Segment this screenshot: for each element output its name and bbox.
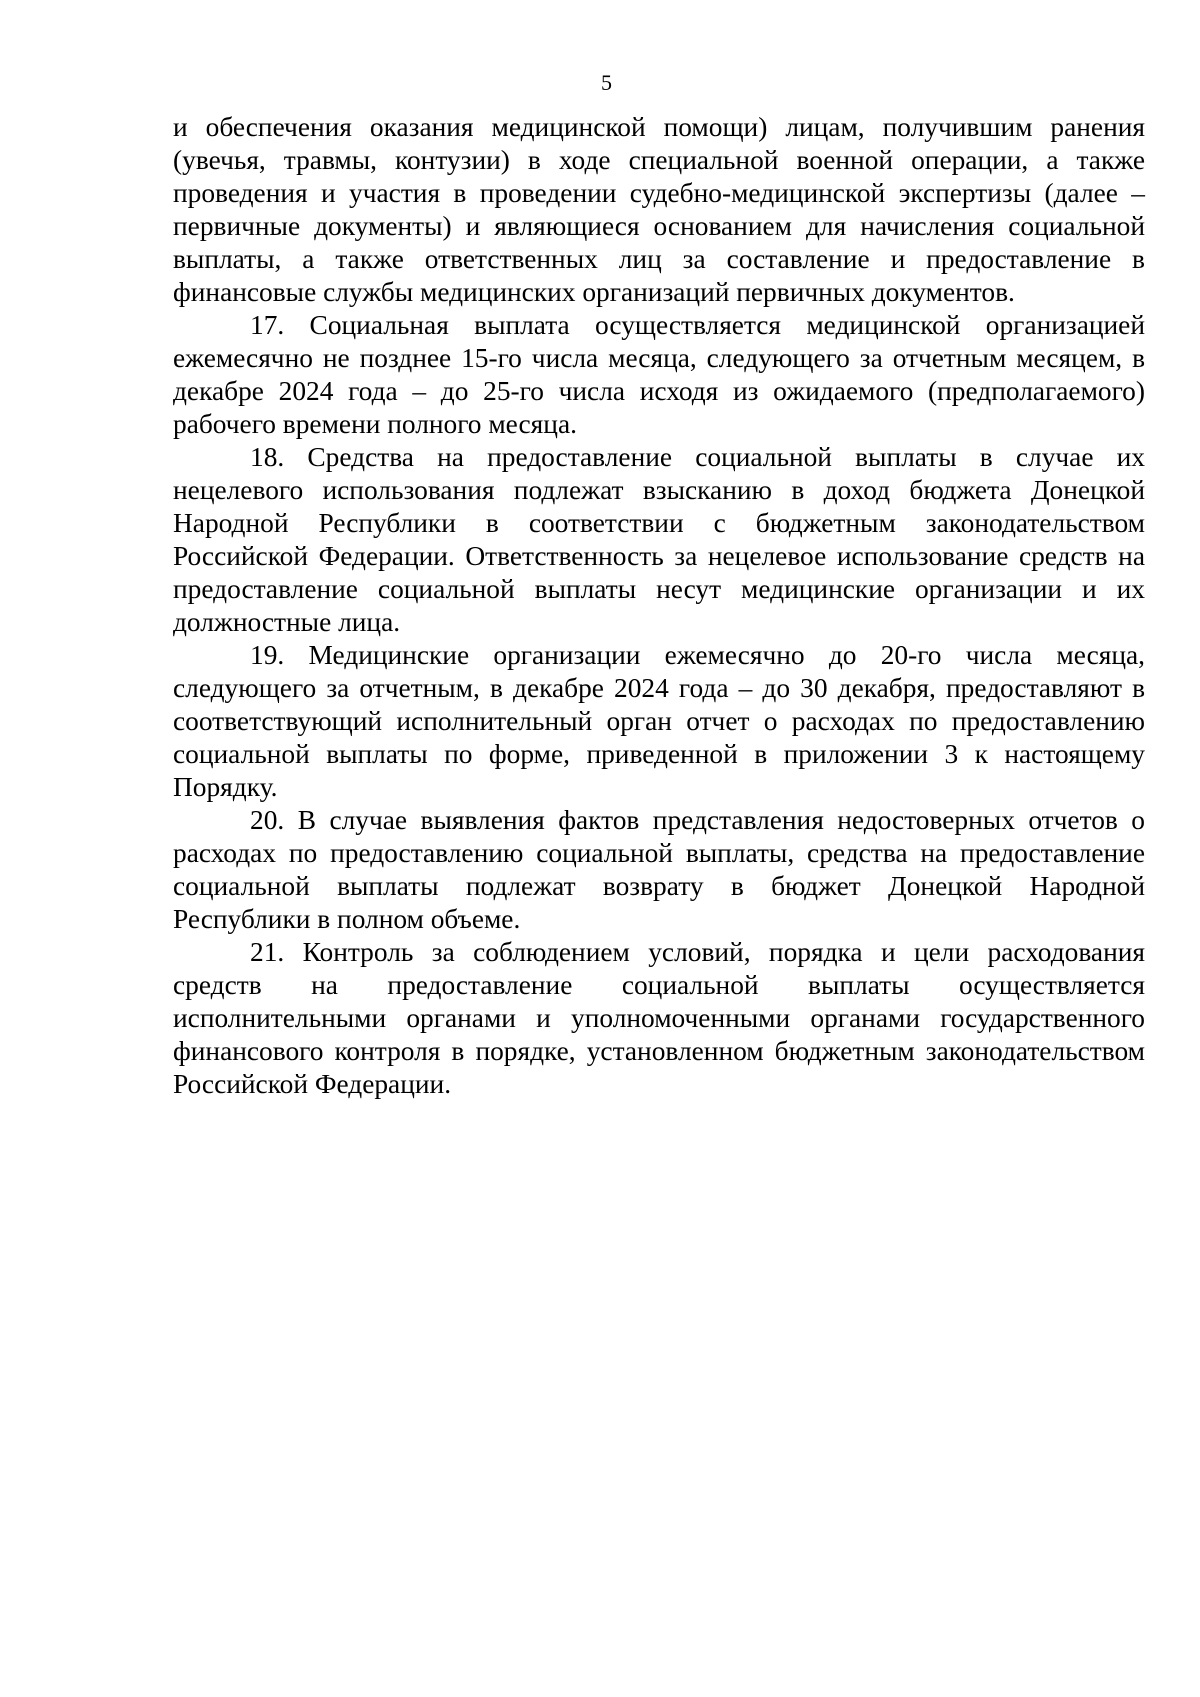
- paragraph-19: 19. Медицинские организации ежемесячно до 20-го числа месяца, следующего за отчетным, в декабре 2024 года – до 30 декабря, предоставляют в соответствующий исполнительный орган отчет о расходах по предоставлению социальной выплаты по форме, приведенной в приложении 3 к настоящему Порядку.: [173, 640, 1145, 802]
- paragraph-17: 17. Социальная выплата осуществляется медицинской организацией ежемесячно не позднее 15-го числа месяца, следующего за отчетным месяцем, в декабре 2024 года – до 25-го числа исходя из ожидаемого (предполагаемого) рабочего времени полного месяца.: [173, 310, 1145, 439]
- paragraph-continuation: и обеспечения оказания медицинской помощи) лицам, получившим ранения (увечья, травмы, контузии) в ходе специальной военной операции, а также проведения и участия в проведении судебно-медицинской экспертизы (далее – первичные документы) и являющиеся основанием для начисления социальной выплаты, а также ответственных лиц за составление и предоставление в финансовые службы медицинских организаций первичных документов.: [173, 112, 1145, 307]
- paragraph-18: 18. Средства на предоставление социальной выплаты в случае их нецелевого использования подлежат взысканию в доход бюджета Донецкой Народной Республики в соответствии с бюджетным законодательством Российской Федерации. Ответственность за нецелевое использование средств на предоставление социальной выплаты несут медицинские организации и их должностные лица.: [173, 442, 1145, 637]
- paragraph-21: 21. Контроль за соблюдением условий, порядка и цели расходования средств на предоставление социальной выплаты осуществляется исполнительными органами и уполномоченными органами государственного финансового контроля в порядке, установленном бюджетным законодательством Российской Федерации.: [173, 937, 1145, 1099]
- paragraph-20: 20. В случае выявления фактов представления недостоверных отчетов о расходах по предоставлению социальной выплаты, средства на предоставление социальной выплаты подлежат возврату в бюджет Донецкой Народной Республики в полном объеме.: [173, 805, 1145, 934]
- page-number: 5: [601, 70, 612, 95]
- document-body: [173, 111, 1145, 1101]
